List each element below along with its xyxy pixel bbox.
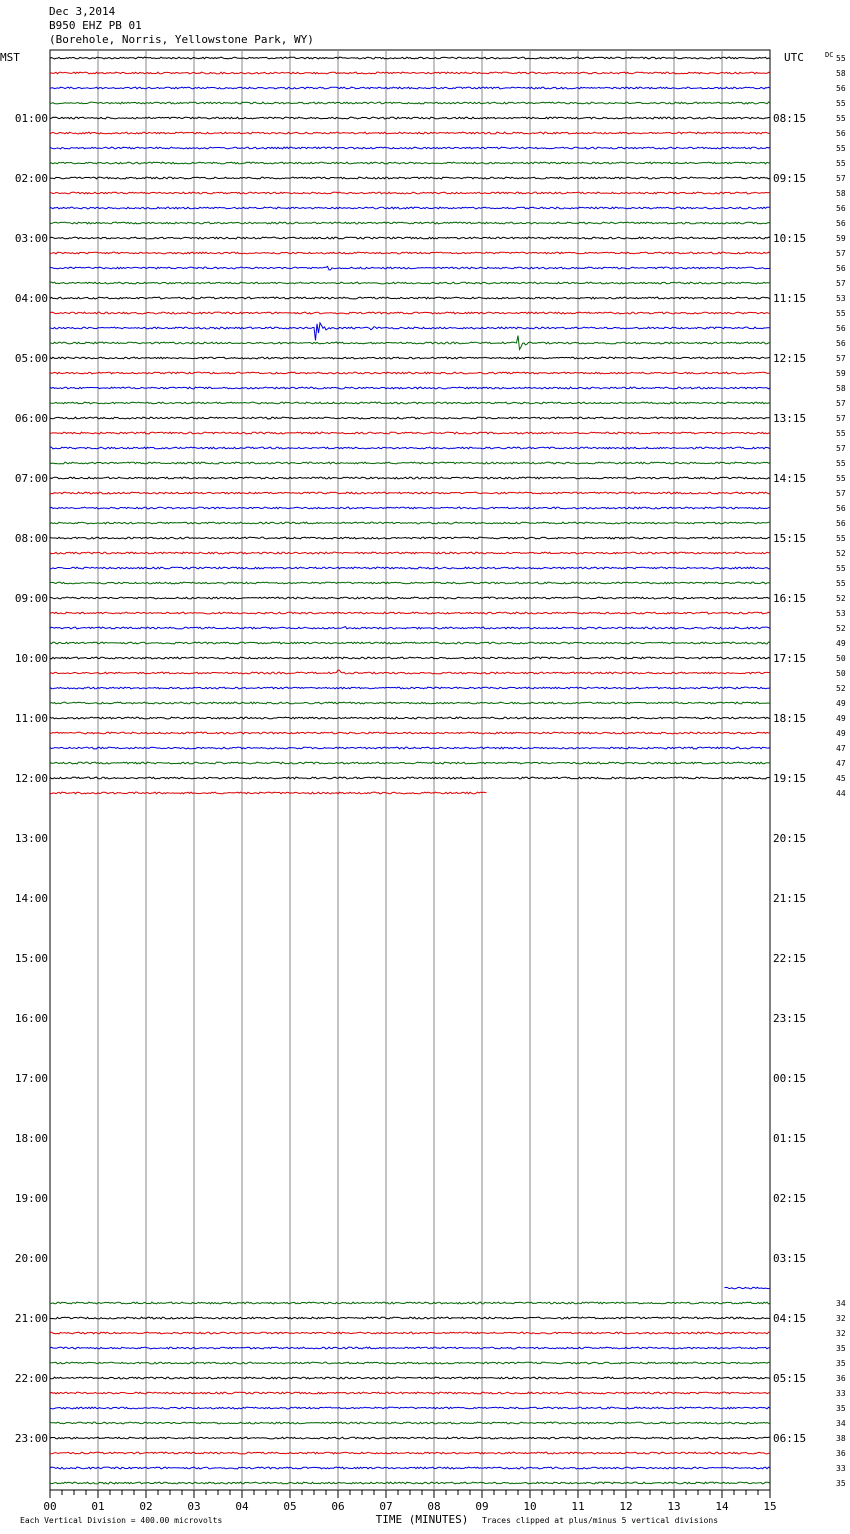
dc-offset-label: 34 [836, 1419, 846, 1428]
dc-offset-label: 47 [836, 744, 846, 753]
dc-offset-label: 55 [836, 114, 846, 123]
x-tick-label: 01 [91, 1500, 105, 1513]
dc-offset-label: 45 [836, 774, 846, 783]
dc-offset-label: 52 [836, 594, 846, 603]
seismic-trace [50, 1362, 770, 1364]
left-hour-label: 02:00 [14, 172, 48, 185]
seismic-trace [50, 1392, 770, 1394]
seismic-trace [50, 612, 770, 614]
dc-offset-label: 32 [836, 1314, 846, 1323]
dc-offset-label: 57 [836, 174, 846, 183]
right-hour-label: 11:15 [773, 292, 807, 305]
right-hour-label: 02:15 [773, 1192, 807, 1205]
right-hour-label: 00:15 [773, 1072, 807, 1085]
dc-offset-label: 57 [836, 414, 846, 423]
dc-offset-label: 55 [836, 579, 846, 588]
x-tick-label: 08 [427, 1500, 441, 1513]
x-tick-label: 14 [715, 1500, 729, 1513]
seismic-trace [50, 57, 770, 59]
seismic-trace [50, 477, 770, 479]
dc-offset-label: 49 [836, 714, 846, 723]
dc-offset-label: 56 [836, 519, 846, 528]
dc-offset-label: 53 [836, 609, 846, 618]
vertical-division-note: Each Vertical Division = 400.00 microvolts [20, 1516, 223, 1525]
seismic-trace [50, 1482, 770, 1484]
seismic-trace [50, 177, 770, 179]
dc-offset-label: 55 [836, 99, 846, 108]
dc-offset-label: 55 [836, 429, 846, 438]
seismic-trace [50, 732, 770, 734]
seismic-trace [50, 192, 770, 194]
dc-offset-label: 56 [836, 504, 846, 513]
dc-offset-label: 47 [836, 759, 846, 768]
seismic-trace [724, 1287, 769, 1289]
left-hour-label: 23:00 [14, 1432, 48, 1445]
seismic-trace [50, 297, 770, 299]
x-tick-label: 00 [43, 1500, 57, 1513]
seismic-trace [50, 1302, 770, 1304]
left-hour-label: 06:00 [14, 412, 48, 425]
right-hour-label: 08:15 [773, 112, 807, 125]
left-hour-label: 15:00 [14, 952, 48, 965]
right-timezone-label: UTC [784, 51, 804, 64]
right-hour-label: 16:15 [773, 592, 807, 605]
dc-offset-label: 33 [836, 1464, 846, 1473]
dc-offset-label: 49 [836, 699, 846, 708]
x-tick-label: 02 [139, 1500, 153, 1513]
x-tick-label: 11 [571, 1500, 585, 1513]
left-hour-label: 19:00 [14, 1192, 48, 1205]
left-hour-label: 12:00 [14, 772, 48, 785]
dc-offset-label: 55 [836, 309, 846, 318]
seismic-trace [50, 282, 770, 284]
seismic-trace [50, 642, 770, 644]
x-tick-label: 03 [187, 1500, 201, 1513]
dc-offset-label: 50 [836, 654, 846, 663]
station-id: B950 EHZ PB 01 [49, 19, 142, 32]
right-hour-label: 14:15 [773, 472, 807, 485]
dc-offset-label: 35 [836, 1344, 846, 1353]
left-hour-label: 01:00 [14, 112, 48, 125]
seismic-trace [50, 162, 770, 164]
seismic-trace [50, 582, 770, 584]
left-hour-label: 03:00 [14, 232, 48, 245]
left-hour-label: 04:00 [14, 292, 48, 305]
dc-column-label: DC [825, 51, 834, 59]
right-hour-label: 17:15 [773, 652, 807, 665]
dc-offset-label: 56 [836, 264, 846, 273]
seismic-trace [50, 1332, 770, 1334]
seismic-trace [50, 552, 770, 554]
left-hour-label: 16:00 [14, 1012, 48, 1025]
dc-offset-label: 57 [836, 279, 846, 288]
right-hour-label: 10:15 [773, 232, 807, 245]
right-hour-label: 05:15 [773, 1372, 807, 1385]
seismic-trace [50, 323, 770, 341]
dc-offset-label: 55 [836, 534, 846, 543]
dc-offset-label: 33 [836, 1389, 846, 1398]
dc-offset-label: 55 [836, 459, 846, 468]
dc-offset-label: 57 [836, 354, 846, 363]
dc-offset-label: 50 [836, 669, 846, 678]
left-hour-label: 14:00 [14, 892, 48, 905]
seismic-trace [50, 657, 770, 659]
x-tick-label: 13 [667, 1500, 681, 1513]
seismic-trace [50, 777, 770, 779]
seismic-trace [50, 117, 770, 119]
seismic-trace [50, 447, 770, 449]
seismic-trace [50, 1437, 770, 1439]
x-tick-label: 12 [619, 1500, 633, 1513]
seismic-trace [50, 762, 770, 764]
seismic-trace [50, 462, 770, 464]
dc-offset-label: 55 [836, 564, 846, 573]
dc-offset-label: 49 [836, 729, 846, 738]
seismic-trace [50, 207, 770, 209]
left-hour-label: 08:00 [14, 532, 48, 545]
x-tick-label: 10 [523, 1500, 537, 1513]
dc-offset-label: 58 [836, 69, 846, 78]
left-hour-label: 11:00 [14, 712, 48, 725]
dc-offset-label: 44 [836, 789, 846, 798]
dc-offset-label: 57 [836, 249, 846, 258]
seismic-trace [50, 492, 770, 494]
dc-offset-label: 56 [836, 84, 846, 93]
dc-offset-label: 32 [836, 1329, 846, 1338]
seismic-trace [50, 1452, 770, 1454]
seismic-trace [50, 372, 770, 374]
left-hour-label: 05:00 [14, 352, 48, 365]
plot-frame [50, 50, 770, 1490]
right-hour-label: 19:15 [773, 772, 807, 785]
right-hour-label: 04:15 [773, 1312, 807, 1325]
seismic-trace [50, 1422, 770, 1424]
dc-offset-label: 55 [836, 144, 846, 153]
x-tick-label: 05 [283, 1500, 297, 1513]
seismic-trace [50, 432, 770, 434]
seismic-trace [50, 522, 770, 524]
dc-offset-label: 35 [836, 1359, 846, 1368]
dc-offset-label: 56 [836, 324, 846, 333]
dc-offset-label: 56 [836, 339, 846, 348]
seismic-trace [50, 1467, 770, 1469]
dc-offset-label: 58 [836, 189, 846, 198]
seismic-trace [50, 1377, 770, 1379]
right-hour-label: 22:15 [773, 952, 807, 965]
dc-offset-label: 55 [836, 54, 846, 63]
seismic-trace [50, 1407, 770, 1409]
seismic-trace [50, 717, 770, 719]
dc-offset-label: 36 [836, 1374, 846, 1383]
seismic-trace [50, 237, 770, 239]
x-tick-label: 06 [331, 1500, 345, 1513]
seismic-trace [50, 670, 770, 674]
x-tick-label: 04 [235, 1500, 249, 1513]
dc-offset-label: 36 [836, 1449, 846, 1458]
seismic-trace [50, 357, 770, 359]
seismic-trace [50, 402, 770, 404]
left-hour-label: 09:00 [14, 592, 48, 605]
clipping-note: Traces clipped at plus/minus 5 vertical divisions [482, 1516, 719, 1525]
seismic-trace [50, 387, 770, 389]
dc-offset-label: 55 [836, 159, 846, 168]
dc-offset-label: 35 [836, 1404, 846, 1413]
dc-offset-label: 57 [836, 489, 846, 498]
seismic-trace [50, 702, 770, 704]
dc-offset-label: 56 [836, 129, 846, 138]
right-hour-label: 13:15 [773, 412, 807, 425]
seismic-trace [50, 792, 487, 794]
left-hour-label: 13:00 [14, 832, 48, 845]
seismic-trace [50, 687, 770, 689]
seismic-trace [50, 627, 770, 629]
right-hour-label: 20:15 [773, 832, 807, 845]
dc-offset-label: 53 [836, 294, 846, 303]
right-hour-label: 23:15 [773, 1012, 807, 1025]
seismic-trace [50, 87, 770, 89]
dc-offset-label: 49 [836, 639, 846, 648]
dc-offset-label: 59 [836, 234, 846, 243]
right-hour-label: 06:15 [773, 1432, 807, 1445]
seismic-trace [50, 222, 770, 224]
left-hour-label: 07:00 [14, 472, 48, 485]
right-hour-label: 12:15 [773, 352, 807, 365]
left-hour-label: 20:00 [14, 1252, 48, 1265]
right-hour-label: 03:15 [773, 1252, 807, 1265]
right-hour-label: 15:15 [773, 532, 807, 545]
x-tick-label: 07 [379, 1500, 393, 1513]
right-hour-label: 18:15 [773, 712, 807, 725]
right-hour-label: 01:15 [773, 1132, 807, 1145]
dc-offset-label: 55 [836, 474, 846, 483]
seismic-trace [50, 132, 770, 134]
right-hour-label: 09:15 [773, 172, 807, 185]
seismic-trace [50, 597, 770, 599]
x-axis-title: TIME (MINUTES) [375, 1513, 469, 1526]
seismic-trace [50, 266, 770, 270]
dc-offset-label: 52 [836, 684, 846, 693]
dc-offset-label: 56 [836, 219, 846, 228]
dc-offset-label: 34 [836, 1299, 846, 1308]
left-hour-label: 21:00 [14, 1312, 48, 1325]
dc-offset-label: 59 [836, 369, 846, 378]
dc-offset-label: 57 [836, 399, 846, 408]
seismic-trace [50, 102, 770, 104]
seismic-trace [50, 1317, 770, 1319]
x-tick-label: 15 [763, 1500, 777, 1513]
left-timezone-label: MST [0, 51, 20, 64]
seismic-trace [50, 336, 770, 350]
right-hour-label: 21:15 [773, 892, 807, 905]
left-hour-label: 22:00 [14, 1372, 48, 1385]
seismic-trace [50, 417, 770, 419]
seismic-trace [50, 567, 770, 569]
dc-offset-label: 52 [836, 624, 846, 633]
chart-date: Dec 3,2014 [49, 5, 116, 18]
dc-offset-label: 56 [836, 204, 846, 213]
seismic-trace [50, 537, 770, 539]
dc-offset-label: 35 [836, 1479, 846, 1488]
seismic-trace [50, 252, 770, 254]
station-location: (Borehole, Norris, Yellowstone Park, WY) [49, 33, 314, 46]
dc-offset-label: 52 [836, 549, 846, 558]
x-tick-label: 09 [475, 1500, 489, 1513]
seismic-trace [50, 1347, 770, 1349]
dc-offset-label: 58 [836, 384, 846, 393]
seismic-trace [50, 72, 770, 74]
dc-offset-label: 38 [836, 1434, 846, 1443]
seismic-trace [50, 747, 770, 749]
seismic-trace [50, 147, 770, 149]
dc-offset-label: 57 [836, 444, 846, 453]
seismic-trace [50, 312, 770, 314]
left-hour-label: 17:00 [14, 1072, 48, 1085]
seismic-trace [50, 507, 770, 509]
left-hour-label: 10:00 [14, 652, 48, 665]
left-hour-label: 18:00 [14, 1132, 48, 1145]
